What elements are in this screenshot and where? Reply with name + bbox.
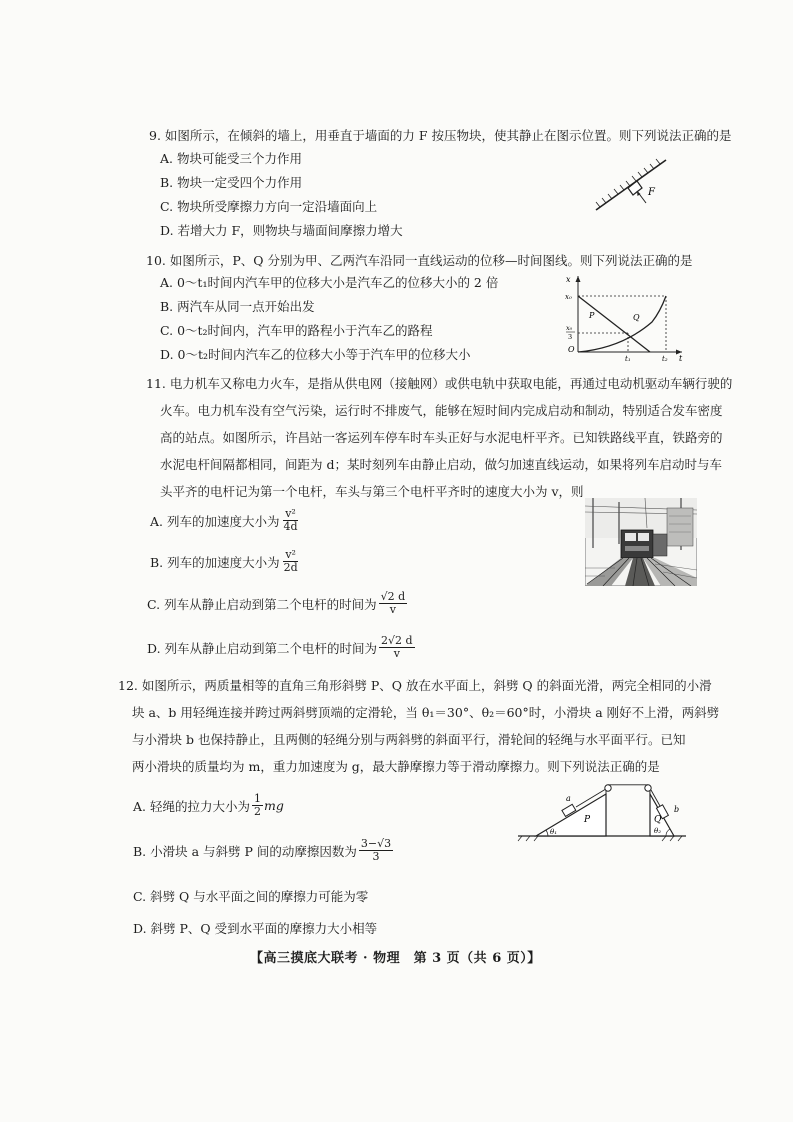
q12-option-a-fraction (252, 793, 263, 818)
q12-block-a: a (566, 794, 571, 803)
q9-stem: 9. 如图所示，在倾斜的墙上，用垂直于墙面的力 F 按压物块，使其静止在图示位置。则下列说法正确的是 (149, 128, 732, 143)
q11-train-photo (585, 498, 697, 586)
q11-stem-line-4: 水泥电杆间隔都相同，间距为 d；某时刻列车由静止启动，做匀加速直线运动，如果将列车启动时与车 (160, 457, 722, 472)
q10-tick-mid-num: x₀ (566, 324, 573, 332)
q12-option-b-den: 3 (372, 850, 380, 863)
q12-wedge-q: Q (654, 815, 662, 825)
q10-origin: O (568, 345, 575, 354)
q11-option-b (150, 549, 300, 574)
q12-stem-line-3: 与小滑块 b 也保持静止，且两侧的轻绳分别与两斜劈的斜面平行，滑轮间的轻绳与水平面平行。已知 (132, 732, 686, 747)
q11-stem-line-1: 11. 电力机车又称电力火车，是指从供电网（接触网）或供电轨中获取电能，再通过电动机驱动车辆行驶的 (146, 376, 733, 391)
q10-option-b: B. 两汽车从同一点开始出发 (160, 299, 315, 314)
q10-option-a: A. 0～t₁时间内汽车甲的位移大小是汽车乙的位移大小的 2 倍 (160, 275, 499, 290)
q12-option-a-den: 2 (253, 805, 261, 818)
q10-y-axis-label: x (566, 275, 571, 284)
q11-option-d-fraction (379, 635, 415, 660)
q10-curve-q: Q (633, 313, 640, 322)
q12-stem (118, 672, 718, 780)
q11-option-a-text: A. 列车的加速度大小为 (150, 513, 280, 529)
q12-angle-theta1: θ₁ (550, 828, 558, 836)
q12-stem-line-2: 块 a、b 用轻绳连接并跨过两斜劈顶端的定滑轮，当 θ₁＝30°、θ₂＝60°时，小滑块 a 刚好不上滑，两斜劈 (132, 705, 720, 720)
q9-option-b: B. 物块一定受四个力作用 (160, 175, 303, 190)
q11-option-b-text: B. 列车的加速度大小为 (150, 554, 280, 570)
q10-xt-graph (562, 272, 686, 362)
q12-option-b (133, 838, 393, 863)
q12-option-b-text: B. 小滑块 a 与斜劈 P 间的动摩擦因数为 (133, 843, 357, 859)
q9-option-a: A. 物块可能受三个力作用 (160, 151, 302, 166)
q11-option-c-fraction (379, 591, 408, 616)
q12-option-c: C. 斜劈 Q 与水平面之间的摩擦力可能为零 (133, 889, 369, 904)
q11-stem-line-5: 头平齐的电杆记为第一个电杆，车头与第三个电杆平齐时的速度大小为 v，则 (160, 484, 584, 499)
q12-option-a-num: 1 (253, 792, 261, 805)
q10-option-c: C. 0～t₂时间内，汽车甲的路程小于汽车乙的路程 (160, 323, 433, 338)
q12-wedge-p: P (584, 815, 591, 825)
q12-option-b-num: 3−√3 (360, 837, 392, 850)
q9-option-c: C. 物块所受摩擦力方向一定沿墙面向上 (160, 199, 378, 214)
q11-option-b-den: 2d (283, 561, 298, 574)
q10-line-p: P (589, 311, 595, 320)
q11-option-c (147, 591, 407, 616)
q12-option-a (133, 793, 284, 818)
q12-stem-line-1: 12. 如图所示，两质量相等的直角三角形斜劈 P、Q 放在水平面上，斜劈 Q 的斜面光滑，两完全相同的小滑 (118, 678, 712, 693)
q10-option-d: D. 0～t₂时间内汽车乙的位移大小等于汽车甲的位移大小 (160, 347, 471, 362)
page-footer: 【高三摸底大联考 · 物理 第 3 页（共 6 页）】 (250, 951, 541, 966)
q11-option-a-fraction (281, 508, 299, 533)
q11-option-a-den: 4d (283, 520, 298, 533)
q10-x-axis-label: t (679, 354, 683, 362)
q12-option-a-tail: mg (263, 798, 284, 813)
q11-option-d (147, 635, 415, 660)
q10-tick-mid-den: 3 (568, 333, 573, 341)
q11-option-b-fraction (282, 549, 300, 574)
q9-force-label: F (648, 187, 655, 198)
q12-block-b: b (674, 805, 680, 814)
q11-option-b-num: v² (285, 548, 296, 561)
q11-option-c-text: C. 列车从静止启动到第二个电杆的时间为 (147, 596, 377, 612)
q11-option-c-num: √2 d (380, 590, 406, 603)
q12-option-d: D. 斜劈 P、Q 受到水平面的摩擦力大小相等 (133, 921, 378, 936)
q12-angle-theta2: θ₂ (654, 827, 662, 835)
q12-stem-line-4: 两小滑块的质量均为 m，重力加速度为 g，最大静摩擦力等于滑动摩擦力。则下列说法正确的是 (132, 759, 660, 774)
q10-tick-t1: t₁ (625, 355, 631, 362)
q11-option-a (150, 508, 300, 533)
q10-stem: 10. 如图所示，P、Q 分别为甲、乙两汽车沿同一直线运动的位移—时间图线。则下列说法正确的是 (146, 253, 693, 268)
q11-option-d-num: 2√2 d (381, 634, 413, 647)
q12-wedge-figure (516, 776, 688, 842)
q11-option-a-num: v² (285, 507, 296, 520)
q10-tick-x0: x₀ (565, 293, 572, 301)
q10-tick-t2: t₂ (662, 355, 668, 362)
q11-stem (146, 370, 733, 505)
q12-option-a-text: A. 轻绳的拉力大小为 (133, 798, 250, 814)
q11-stem-line-2: 火车。电力机车没有空气污染，运行时不排废气，能够在短时间内完成启动和制动，特别适合发车密度 (160, 403, 723, 418)
q11-option-d-text: D. 列车从静止启动到第二个电杆的时间为 (147, 640, 378, 656)
q11-stem-line-3: 高的站点。如图所示，许昌站一客运列车停车时车头正好与水泥电杆平齐。已知铁路线平直，铁路旁的 (160, 430, 723, 445)
q12-option-b-fraction (359, 838, 393, 863)
q9-figure (590, 150, 672, 214)
q11-option-c-den: v (389, 603, 396, 616)
q9-option-d: D. 若增大力 F，则物块与墙面间摩擦力增大 (160, 223, 403, 238)
q11-option-d-den: v (393, 647, 400, 660)
